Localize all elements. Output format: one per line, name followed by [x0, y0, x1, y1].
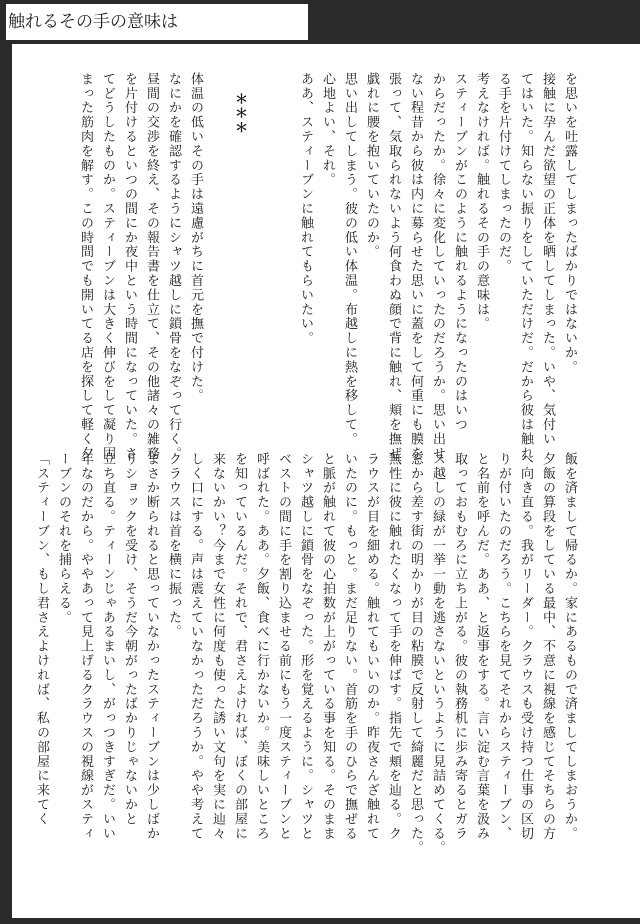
text-column: と名前を呼んだ。ああ、と返事をする。言い淀む言葉を汲み	[474, 452, 489, 841]
text-column: クラウスは首を横に振った。	[166, 452, 181, 640]
text-column: 心地よい、それ。	[320, 72, 335, 188]
section-separator: ＊＊＊	[232, 92, 247, 136]
text-column: 戯れに腰を抱いていたのか。	[364, 72, 379, 260]
text-column: へ向き直る。我がリーダー。クラウスも受け持つ仕事の区切	[518, 452, 533, 841]
text-column: と脈が触れて彼の心拍数が上がっている事を知る。そのまま	[320, 452, 335, 841]
text-column: 無性に彼に触れたくなって手を伸ばす。指先で頬を辿る。ク	[386, 452, 401, 841]
text-column: てどうしたものか。スティーブンは大きく伸びをして凝り固	[100, 72, 115, 461]
bottom-text-block	[34, 452, 580, 892]
text-column: 昼間の交渉を終え、その報告書を仕立て、その他諸々の雑務	[144, 72, 159, 461]
text-column: シャツ越しに鎖骨をなぞった。形を覚えるように。シャツと	[298, 452, 313, 841]
page-title: 触れるその手の意味は	[6, 4, 308, 40]
text-column: 立ち直る。ティーンじゃあるまいし、がっつきすぎだ。いい	[100, 452, 115, 841]
text-column: ス越しの緑が一挙一動を逃さないというように見詰めてくる。	[430, 452, 445, 856]
text-column: を思いを吐露してしまったばかりではないか。	[562, 72, 577, 375]
text-column: 取っておもむろに立ち上がる。彼の執務机に歩み寄るとガラ	[452, 452, 467, 841]
text-column: 窓から差す街の明かりが目の粘膜で反射して綺麗だと思った。	[408, 452, 423, 856]
text-column: からだったか。徐々に変化していったのだろうか。思い出せ	[430, 72, 445, 461]
text-column: まった筋肉を解す。この時間でも開いてる店を探して軽く夕	[78, 72, 93, 461]
text-column: しく口にする。声は震えていなかっただろうか。やや考えて	[188, 452, 203, 841]
text-column: を知っているんだ。それで、君さえよければ、ぼくの部屋に	[232, 452, 247, 841]
text-column: てはいた。知らない振りをしていただけだ。だから彼は触れ	[518, 72, 533, 461]
text-column: 飯を済まして帰るか。家にあるもので済ましてしまおうか。	[562, 452, 577, 841]
text-column: 体温の低いその手は遠慮がちに首元を撫で付けた。	[188, 72, 203, 404]
text-column: ーブンのそれを捕らえる。	[56, 452, 71, 625]
text-column: 張って、気取られないよう何食わぬ顔で背に触れ、頬を撫ぜ、	[386, 72, 401, 476]
text-column: 「スティーブン、もし君さえよければ、私の部屋に来てく	[34, 452, 49, 827]
page-bottom-border	[0, 918, 640, 924]
text-column: 呼ばれた。ああ。夕飯、食べに行かないか。美味しいところ	[254, 452, 269, 841]
text-column: ラウスが目を細める。触れてもいいのか。昨夜さんざ触れて	[364, 452, 379, 841]
text-column: スティーブンがこのように触れるようになったのはいつ	[452, 72, 467, 432]
text-column: ない程昔から彼は内に募らせた思いに蓋をして何重にも膜を	[408, 72, 423, 461]
text-column: ベストの間に手を割り込ませる前にもう一度スティーブンと	[276, 452, 291, 841]
text-column: 夕飯の算段をしている最中、不意に視線を感じてそちらの方	[540, 452, 555, 841]
page-left-border	[0, 0, 12, 924]
text-column: を片付けるといつの間にか夜中という時間になっていた。さ	[122, 72, 137, 461]
text-column: なにかを確認するようにシャツ越しに鎖骨をなぞって行く。	[166, 72, 181, 461]
text-column: ああ、スティーブンに触れてもらいたい。	[298, 72, 313, 346]
text-column: 来ないかい？今まで女性に何度も使った誘い文句を実に辿々	[210, 452, 225, 841]
text-column: る手を片付けてしまったのだ。	[496, 72, 511, 274]
text-column: 思い出してしまう。彼の低い体温。布越しに熱を移して。	[342, 72, 357, 447]
top-text-block	[65, 72, 580, 476]
text-column: りショックを受け、そうだ今朝がったばかりじゃないかと	[122, 452, 137, 827]
text-column: 年なのだから。ややあって見上げるクラウスの視線がスティ	[78, 452, 93, 841]
text-column: 考えなければ。触れるその手の意味は。	[474, 72, 489, 332]
text-column: いたのに。もっと。まだ足りない。首筋を手のひらで撫ぜる	[342, 452, 357, 841]
text-column: まさか断られると思っていなかったスティーブンは少しばか	[144, 452, 159, 841]
text-column: りが付いたのだろう。こちらを見てそれからスティーブン、	[496, 452, 511, 841]
text-column: 接触に孕んだ欲望の正体を晒してしまった。いや、気付い	[540, 72, 555, 447]
